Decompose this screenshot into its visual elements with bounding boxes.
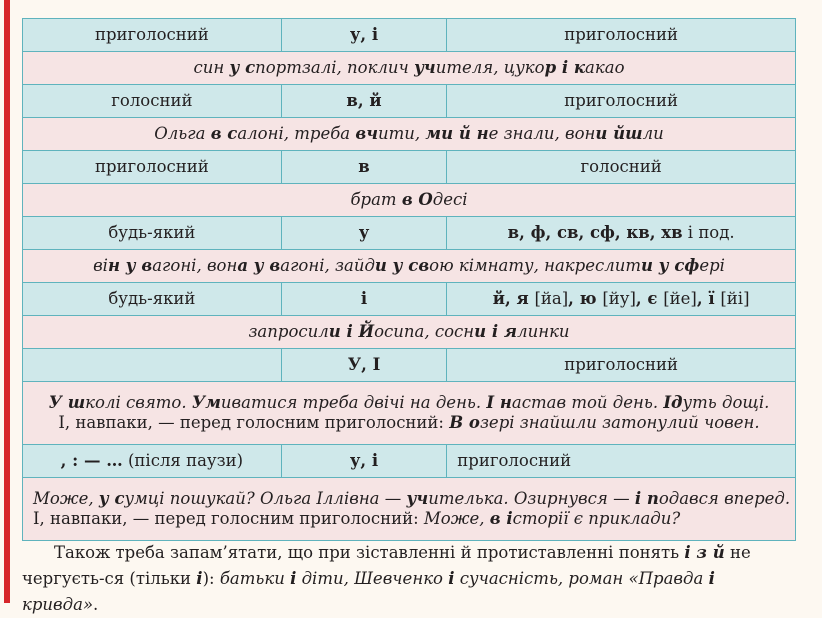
example-segment: ві xyxy=(93,256,108,275)
rule-row xyxy=(23,19,796,52)
highlighted-letters: н у в xyxy=(107,256,153,275)
transcription: [йе] xyxy=(663,289,697,308)
position-after xyxy=(447,283,796,316)
example-segment: колі свято. xyxy=(85,393,192,412)
paragraph-example: кривда» xyxy=(22,595,94,614)
accent-bar xyxy=(4,0,10,603)
letters: у, і xyxy=(281,445,447,478)
letters: в, й xyxy=(281,85,447,118)
highlighted-letters: у с xyxy=(98,489,125,508)
position-after: приголосний xyxy=(447,19,796,52)
transcription: [йу] xyxy=(602,289,636,308)
note-example xyxy=(449,413,759,432)
example-segment: линки xyxy=(517,322,570,341)
highlighted-letters: і п xyxy=(634,489,659,508)
paragraph-text: Також треба запам’ятати, що при зіставленні й протиставленні понять xyxy=(54,543,685,562)
example-segment: агоні, вон xyxy=(152,256,238,275)
example-segment: осипа, сосн xyxy=(374,322,475,341)
example-segment: астав той день. xyxy=(511,393,664,412)
letters: У, І xyxy=(281,349,447,382)
reverse-note xyxy=(33,509,791,529)
rule-row xyxy=(23,217,796,250)
transcription: [йа] xyxy=(534,289,569,308)
example-segment: ителька. Озирнувся — xyxy=(428,489,635,508)
highlighted-letters: у с xyxy=(229,58,256,77)
example-segment: сторії є приклади? xyxy=(512,509,681,528)
paragraph-letters: і з й xyxy=(684,543,725,562)
note-example xyxy=(424,509,680,528)
example-segment: умці пошукай? Ольга Іллівна — xyxy=(124,489,407,508)
example-segment: запросил xyxy=(248,322,329,341)
example-segment: ителя, цуко xyxy=(435,58,545,77)
highlighted-letters: Ід xyxy=(663,393,683,412)
letters: в xyxy=(281,151,447,184)
position-before: приголосний xyxy=(23,151,282,184)
example-segment: ли xyxy=(642,124,664,143)
position-before: голосний xyxy=(23,85,282,118)
example-segment: ою кімнату, накреслит xyxy=(429,256,642,275)
highlighted-letters: Ум xyxy=(191,393,221,412)
example-segment: портзалі, поклич xyxy=(255,58,415,77)
position-before: приголосний xyxy=(23,19,282,52)
note-text: І, навпаки, — перед голосним приголосний: xyxy=(58,413,450,432)
paragraph-letters: і xyxy=(708,569,715,588)
letters: і xyxy=(281,283,447,316)
position-after: приголосний xyxy=(447,445,796,478)
rule-row xyxy=(23,445,796,478)
highlighted-letters: и і Й xyxy=(328,322,375,341)
example-segment: уть дощі. xyxy=(682,393,770,412)
example-segment: Може, xyxy=(423,509,490,528)
position-after xyxy=(447,217,796,250)
transcription: [йі] xyxy=(720,289,750,308)
position-after: приголосний xyxy=(447,349,796,382)
example-block xyxy=(23,382,796,445)
highlighted-letters: и у св xyxy=(374,256,430,275)
highlighted-letters: ми й н xyxy=(425,124,489,143)
example-segment: брат xyxy=(350,190,402,209)
paragraph-text: не чергуєть-ся (тільки xyxy=(22,543,751,588)
position-before: будь-який xyxy=(23,217,282,250)
example-segment: Може, xyxy=(33,489,99,508)
position-before: будь-який xyxy=(23,283,282,316)
punctuation: , : — … xyxy=(60,451,123,470)
example-text xyxy=(23,52,796,85)
example-row xyxy=(23,250,796,283)
highlighted-letters: и і я xyxy=(474,322,518,341)
example-segment: акао xyxy=(585,58,625,77)
rule-row xyxy=(23,349,796,382)
example-segment: е знали, вон xyxy=(488,124,596,143)
highlighted-letters: в О xyxy=(401,190,433,209)
example-block xyxy=(23,478,796,541)
example-row xyxy=(23,382,796,445)
example-segment: одався вперед. xyxy=(658,489,791,508)
letters: у xyxy=(281,217,447,250)
highlighted-letters: и у сф xyxy=(641,256,700,275)
example-segment: син xyxy=(193,58,230,77)
position-after: голосний xyxy=(447,151,796,184)
paragraph-example: діти, Шевченко xyxy=(296,569,449,588)
letters: у, і xyxy=(281,19,447,52)
example-text xyxy=(23,250,796,283)
example-text xyxy=(23,118,796,151)
example-segment: агоні, зайд xyxy=(280,256,375,275)
rule-row xyxy=(23,151,796,184)
iotated-letters: , ю xyxy=(568,289,603,308)
highlighted-letters: в і xyxy=(489,509,513,528)
position-before xyxy=(23,445,282,478)
rule-paragraph xyxy=(22,540,796,618)
highlighted-letters: а у в xyxy=(237,256,281,275)
highlighted-letters: І н xyxy=(486,393,512,412)
position-before xyxy=(23,349,282,382)
iotated-letters: , ї xyxy=(696,289,721,308)
pause-note: (після паузи) xyxy=(122,451,244,470)
highlighted-letters: уч xyxy=(406,489,429,508)
example-row xyxy=(23,478,796,541)
example-segment: зері знайшли затонулий човен. xyxy=(479,413,760,432)
highlighted-letters: уч xyxy=(414,58,436,77)
paragraph-text: . xyxy=(93,595,99,614)
highlighted-letters: в с xyxy=(210,124,238,143)
etc-text: і под. xyxy=(682,223,735,242)
paragraph-example: сучасність, роман «Правда xyxy=(454,569,709,588)
example-segment: Ольга xyxy=(154,124,211,143)
highlighted-letters: и йш xyxy=(595,124,643,143)
note-text: І, навпаки, — перед голосним приголосний: xyxy=(33,509,424,528)
example-row xyxy=(23,184,796,217)
example-segment: иватися треба двічі на день. xyxy=(220,393,487,412)
iotated-letters: й, я xyxy=(492,289,535,308)
highlighted-letters: У ш xyxy=(48,393,86,412)
example-segment: алоні, треба xyxy=(237,124,356,143)
highlighted-letters: р і к xyxy=(544,58,586,77)
example-row xyxy=(23,52,796,85)
highlighted-letters: вч xyxy=(355,124,379,143)
example-text xyxy=(27,393,791,413)
iotated-letters: , є xyxy=(635,289,664,308)
position-after: приголосний xyxy=(447,85,796,118)
alternation-rules-table xyxy=(22,18,796,541)
example-segment: ері xyxy=(699,256,725,275)
paragraph-letters: і xyxy=(290,569,297,588)
example-row xyxy=(23,316,796,349)
consonant-clusters: в, ф, св, сф, кв, хв xyxy=(507,223,683,242)
highlighted-letters: В о xyxy=(449,413,480,432)
example-text xyxy=(23,184,796,217)
example-segment: ити, xyxy=(378,124,426,143)
rule-row xyxy=(23,283,796,316)
reverse-note xyxy=(27,413,791,433)
paragraph-letters: і xyxy=(196,569,203,588)
rule-row xyxy=(23,85,796,118)
example-row xyxy=(23,118,796,151)
paragraph-text: ): xyxy=(202,569,220,588)
example-text xyxy=(33,489,791,509)
paragraph-letters: і xyxy=(448,569,455,588)
paragraph-example: батьки xyxy=(219,569,291,588)
example-text xyxy=(23,316,796,349)
example-segment: десі xyxy=(432,190,468,209)
